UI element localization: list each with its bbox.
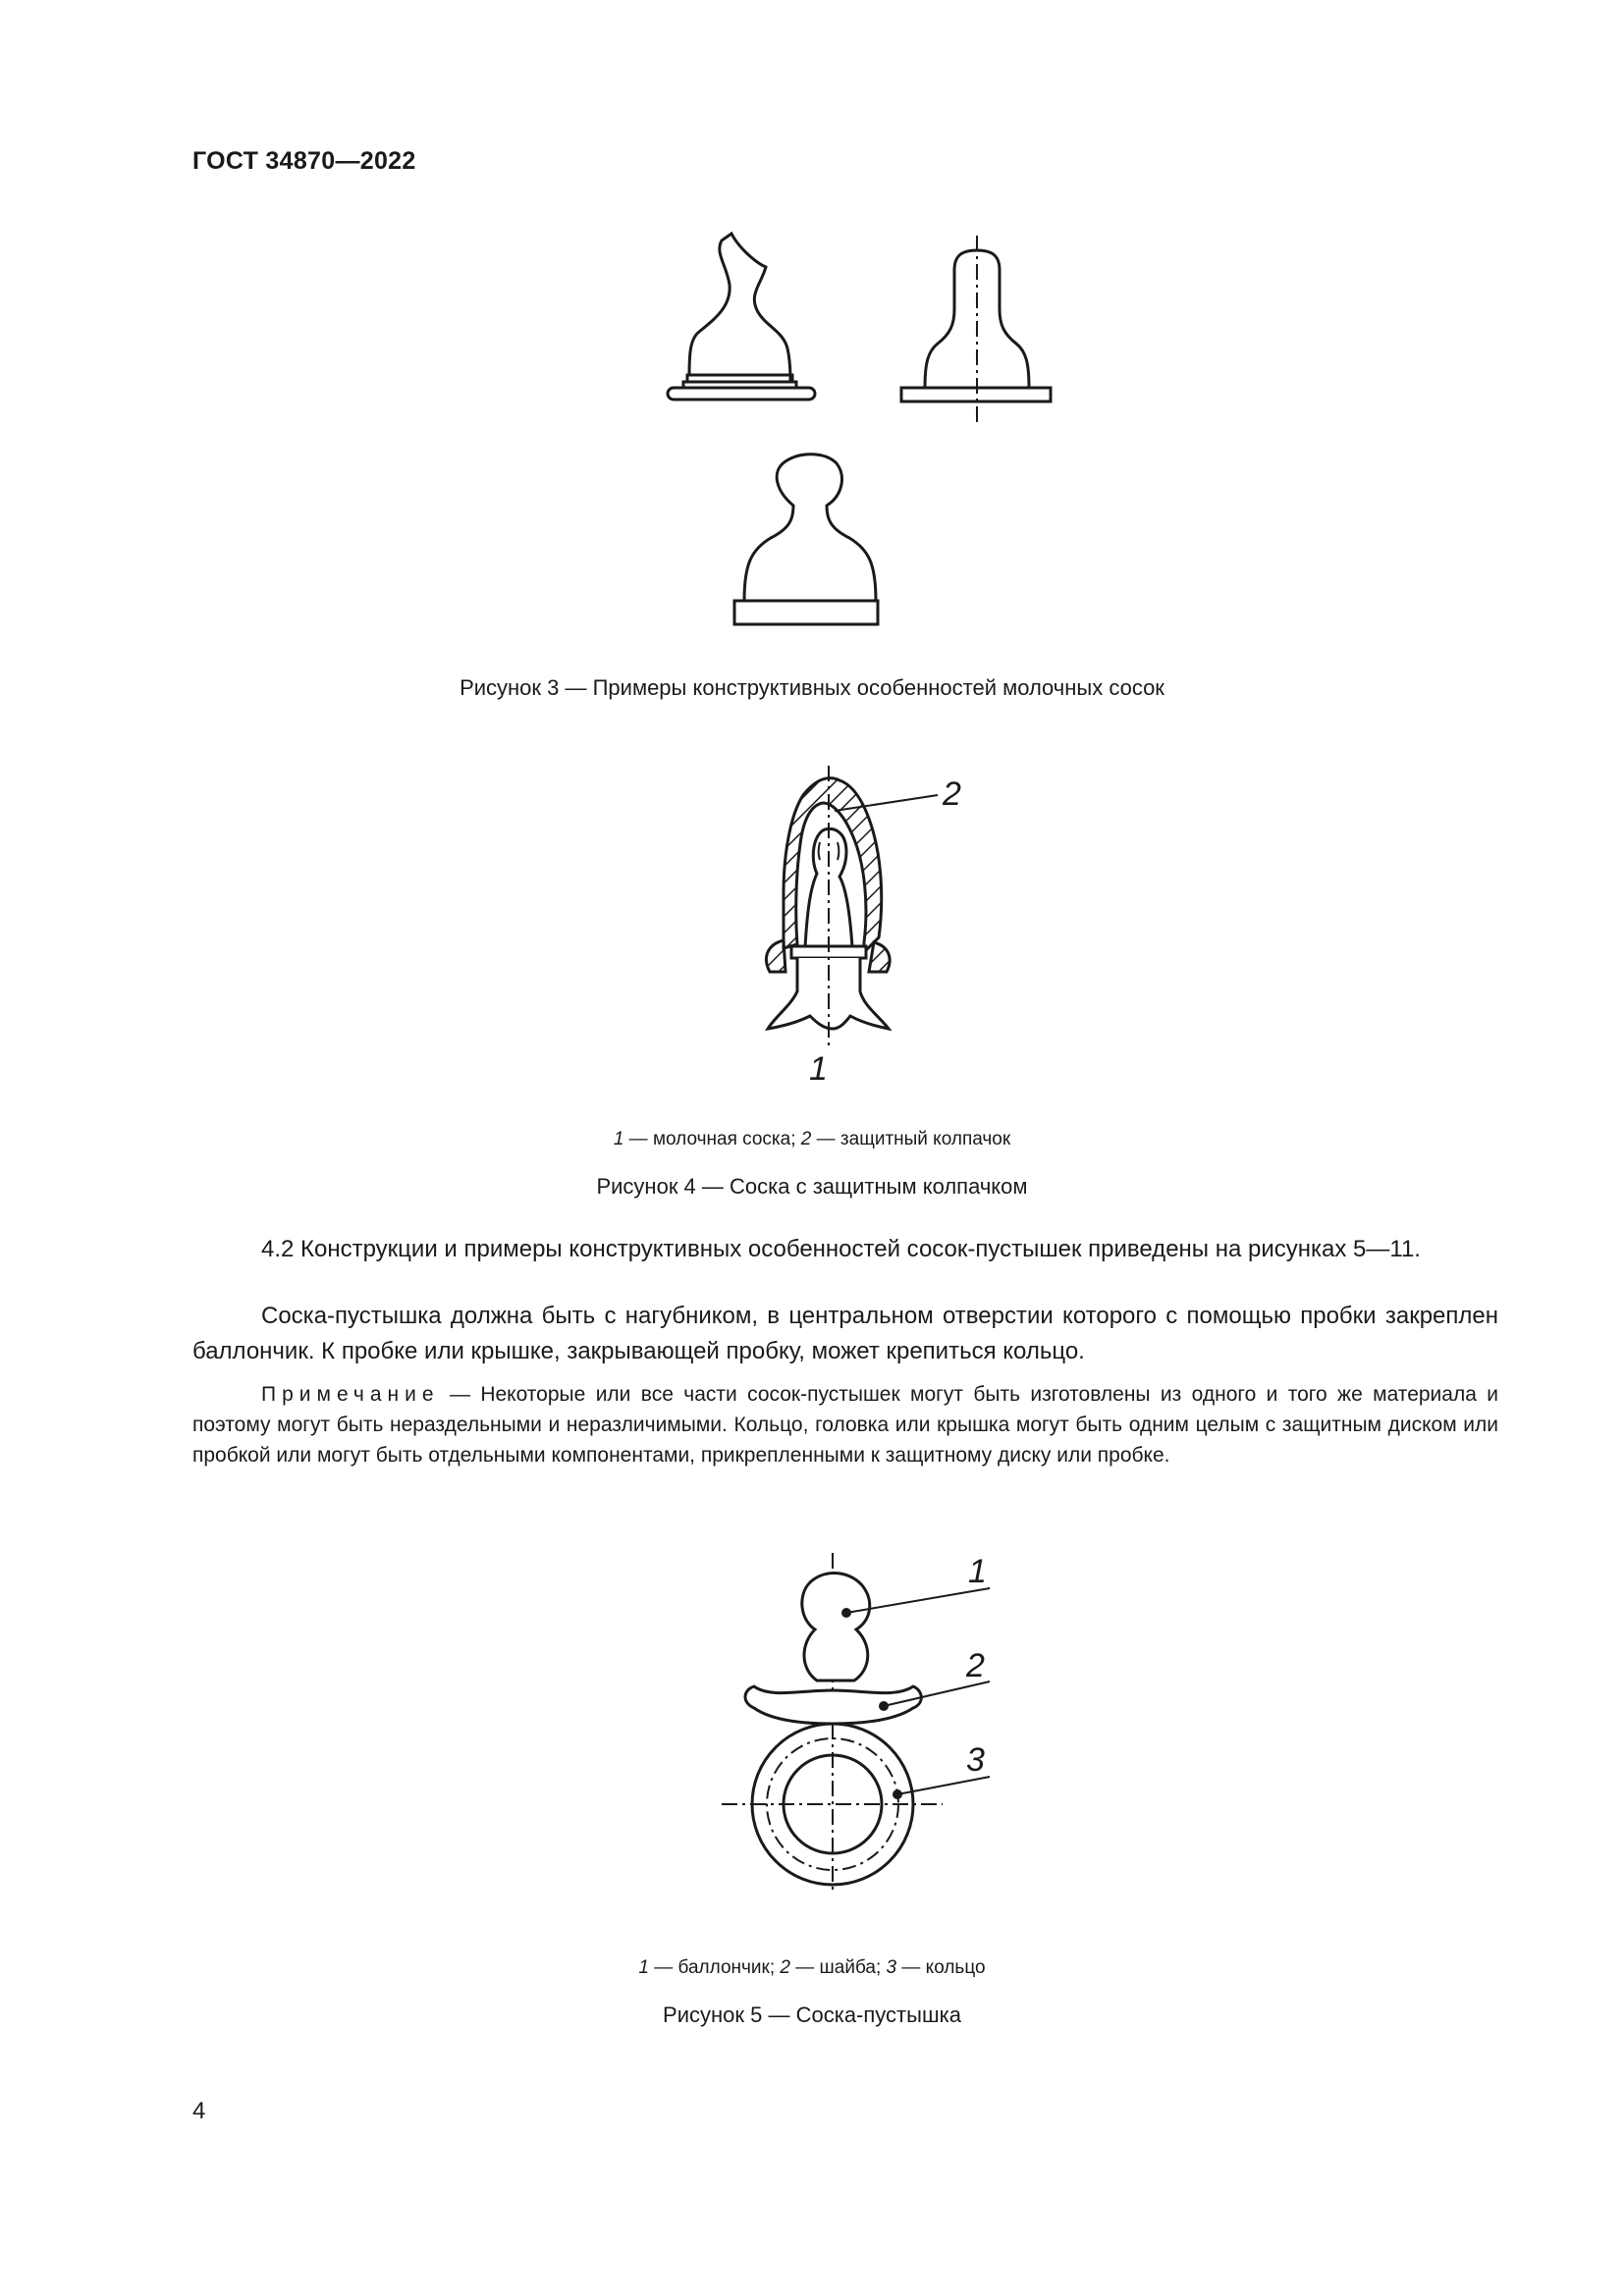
note-label: Примечание	[261, 1383, 440, 1406]
figure5-legend-text-3: — кольцо	[896, 1957, 986, 1978]
paragraph-pacifier-requirements-text: Соска-пустышка должна быть с нагубником, в центральном отверстии которого с помощью пробки закреплен баллончик. К пробке или крышке, закрывающей пробку, может крепиться кольцо.	[192, 1303, 1498, 1364]
figure4-callout-1: 1	[809, 1050, 828, 1088]
figure4-legend	[0, 1129, 1624, 1150]
paragraph-4-2	[192, 1232, 1498, 1267]
figure4-legend-text-2: — защитный колпачок	[811, 1129, 1011, 1149]
figure3-nipple-c	[734, 454, 878, 624]
figure4-legend-num-2: 2	[800, 1129, 812, 1149]
figure4-legend-text-1: — молочная соска;	[623, 1129, 801, 1149]
figure5-legend-num-1: 1	[638, 1957, 649, 1978]
figure4-callout-2: 2	[943, 775, 961, 813]
figure5-callout-2: 2	[966, 1647, 985, 1684]
note-paragraph	[192, 1379, 1498, 1470]
figure5-legend-num-2: 2	[780, 1957, 790, 1978]
paragraph-pacifier-requirements	[192, 1299, 1498, 1369]
note-text: — Некоторые или все части сосок-пустышек могут быть изготовлены из одного и того же материала и поэтому могут быть нераздельными и неразличимыми. Кольцо, головка или крышка могут быть одним целым с защитным диском или пробкой или могут быть отдельными компонентами, прикрепленными к защитному диску или пробке.	[192, 1383, 1498, 1467]
figure5-caption: Рисунок 5 — Соска-пустышка	[663, 2002, 961, 2027]
figure4-caption: Рисунок 4 — Соска с защитным колпачком	[596, 1174, 1028, 1199]
figure4-cap-with-nipple	[766, 766, 938, 1048]
figure4-legend-num-1: 1	[613, 1129, 624, 1149]
figure3-nipple-a	[668, 234, 815, 400]
figure3-caption: Рисунок 3 — Примеры конструктивных особенностей молочных сосок	[460, 675, 1164, 700]
document-header: ГОСТ 34870—2022	[192, 147, 416, 175]
figure5-legend-text-1: — баллончик;	[648, 1957, 781, 1978]
figure5-legend	[0, 1957, 1624, 1979]
figure5-legend-num-3: 3	[886, 1957, 897, 1978]
page-number: 4	[192, 2098, 206, 2124]
figure5-legend-text-2: — шайба;	[789, 1957, 887, 1978]
figure3-nipple-b	[901, 236, 1051, 424]
figure5-pacifier	[722, 1553, 990, 1895]
figure5-callout-3: 3	[966, 1741, 985, 1779]
figure5-callout-1: 1	[968, 1553, 987, 1590]
paragraph-4-2-text: 4.2 Конструкции и примеры конструктивных особенностей сосок-пустышек приведены на рисунках 5—11.	[261, 1236, 1421, 1262]
